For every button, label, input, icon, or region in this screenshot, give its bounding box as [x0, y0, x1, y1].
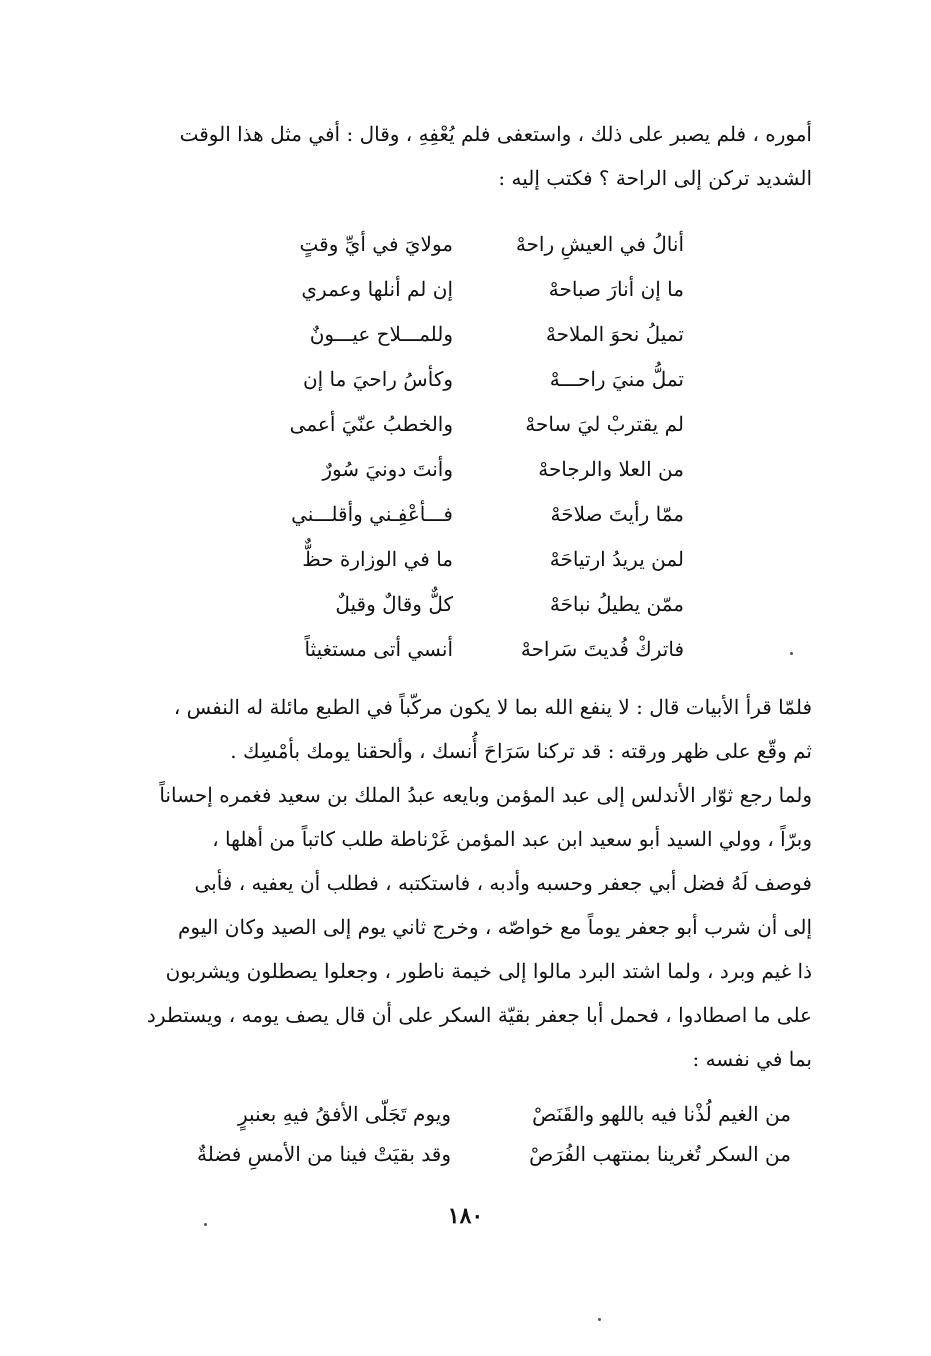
verse-second-hemistich: من السكر تُغرينا بمنتهب الفُرَصْ [529, 1142, 791, 1166]
intro-line: الشديد تركن إلى الراحة ؟ فكتب إليه : [498, 166, 812, 190]
verse-first-hemistich: وكأسُ راحيَ ما إن [302, 367, 453, 391]
verse-second-hemistich: تميلُ نحوَ الملاحهْ [545, 322, 684, 346]
verse-second-hemistich: تملُّ منيَ راحـــهْ [549, 367, 684, 391]
verse-second-hemistich: ممّا رأيتَ صلاحَهْ [550, 502, 684, 526]
verse-second-hemistich: ما إن أنارَ صباحهْ [548, 277, 684, 301]
poem-second [0, 1094, 931, 1174]
verse-first-hemistich: كلٌّ وقالٌ وقيلٌ [335, 592, 453, 616]
verse [0, 627, 931, 672]
intro-line: أموره ، فلم يصبر على ذلك ، واستعفى فلم يُعْفِهِ ، وقال : أفي مثل هذا الوقت [179, 122, 812, 146]
verse-second-hemistich: ممّن يطيلُ نباحَهْ [549, 592, 684, 616]
verse-first-hemistich: مولايَ في أيِّ وقتٍ [299, 232, 453, 256]
verse [0, 537, 931, 582]
page-number: ١٨٠ [447, 1203, 484, 1229]
verse-first-hemistich: والخطبُ عنّيَ أعمى [289, 412, 453, 436]
body-line: ذا غيم وبرد ، ولما اشتد البرد مالوا إلى خيمة ناطور ، وجعلوا يصطلون ويشربون [165, 959, 812, 983]
verse-second-hemistich: فاتركْ فُديتَ سَراحهْ [520, 637, 684, 661]
verse [0, 312, 931, 357]
verse-first-hemistich: ويوم تَجَلّى الأفقُ فيهِ بعنبرٍ [238, 1102, 451, 1126]
verse-first-hemistich: فـــأعْفِـني وأقلـــني [291, 502, 453, 526]
scan-speck [598, 1318, 601, 1321]
body-paragraph [122, 685, 812, 1081]
intro-paragraph [122, 112, 812, 200]
scan-speck [204, 1223, 207, 1226]
verse [0, 1094, 931, 1134]
body-line: إلى أن شرب أبو جعفر يوماً مع خواصّه ، وخرج ثاني يوم إلى الصيد وكان اليوم [178, 915, 812, 939]
body-line: بما في نفسه : [692, 1047, 812, 1071]
verse [0, 1134, 931, 1174]
scan-speck [790, 652, 793, 655]
verse-first-hemistich: إن لم أنلها وعمري [301, 277, 453, 301]
verse-first-hemistich: وللمـــلاح عيـــونٌ [309, 322, 453, 346]
verse-second-hemistich: من العلا والرجاحهْ [538, 457, 684, 481]
verse-second-hemistich: أنالُ في العيشِ راحهْ [515, 232, 684, 256]
verse [0, 267, 931, 312]
body-line: وبرّاً ، وولي السيد أبو سعيد ابن عبد المؤمن غَرْناطة طلب كاتباً من أهلها ، [212, 827, 812, 851]
verse-second-hemistich: لم يقتربْ ليَ ساحهْ [525, 412, 684, 436]
body-line: ثم وقّع على ظهر ورقته : قد تركنا سَرَاحَ أُنسك ، وألحقنا يومك بأمْسِك . [230, 739, 812, 763]
body-line: فلمّا قرأ الأبيات قال : لا ينفع الله بما لا يكون مركّباً في الطبع مائلة له النفس ، [173, 695, 812, 719]
verse-first-hemistich: وقد بقيَتْ فينا من الأمسِ فضلةٌ [197, 1142, 451, 1166]
verse [0, 582, 931, 627]
verse [0, 447, 931, 492]
body-line: على ما اصطادوا ، فحمل أبا جعفر بقيّة السكر على أن قال يصف يومه ، ويستطرد [146, 1003, 812, 1027]
body-line: ولما رجع ثوّار الأندلس إلى عبد المؤمن وبايعه عبدُ الملك بن سعيد فغمره إحساناً [159, 783, 812, 807]
verse-second-hemistich: من الغيم لُذْنا فيه باللهو والقَنَصْ [532, 1102, 791, 1126]
poem-first [0, 222, 931, 672]
verse [0, 492, 931, 537]
verse-first-hemistich: وأنتَ دونيَ سُورٌ [322, 457, 453, 481]
verse-first-hemistich: أنسي أتى مستغيثاً [304, 637, 453, 661]
verse [0, 222, 931, 267]
verse-first-hemistich: ما في الوزارة حظٌّ [302, 547, 453, 571]
verse [0, 402, 931, 447]
body-line: فوصف لَهُ فضل أبي جعفر وحسبه وأدبه ، فاستكتبه ، فطلب أن يعفيه ، فأبى [194, 871, 812, 895]
verse-second-hemistich: لمن يريدُ ارتياحَهْ [549, 547, 684, 571]
verse [0, 357, 931, 402]
